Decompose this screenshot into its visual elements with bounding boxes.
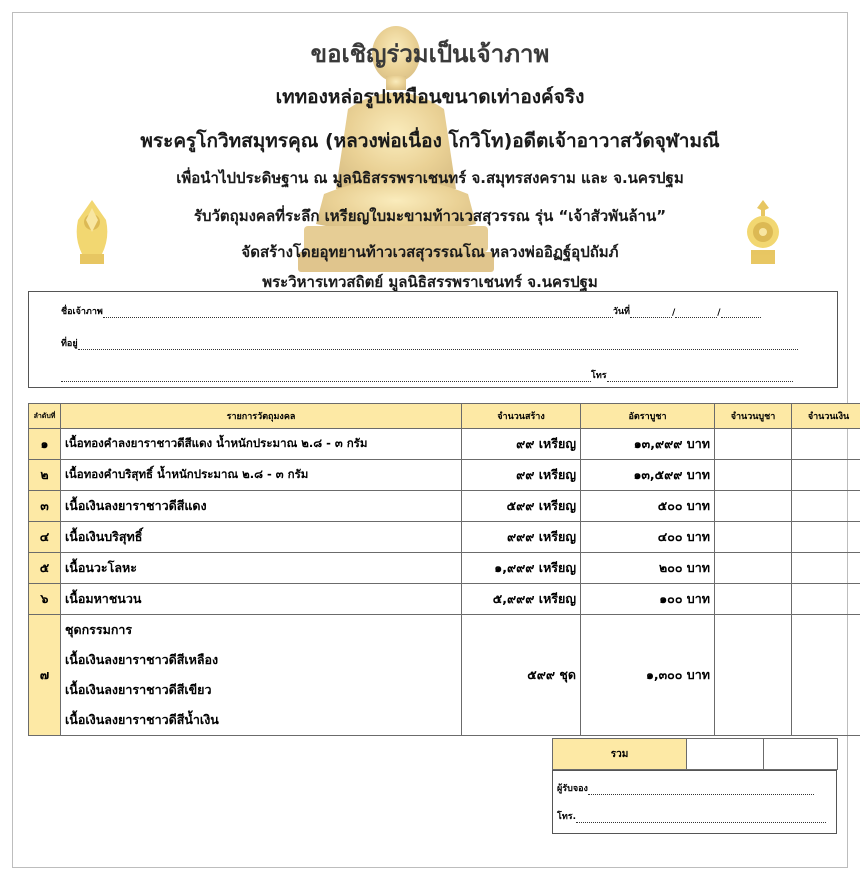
row-amount-cell[interactable]: [792, 553, 860, 584]
row-qty: ๙๙๙ เหรียญ: [462, 522, 581, 553]
row-amount-cell[interactable]: [792, 615, 860, 736]
row-rate: ๑๓,๙๙๙ บาท: [581, 429, 715, 460]
date-month-field[interactable]: [675, 308, 717, 318]
row-no: ๑: [29, 429, 61, 460]
row-amount-cell[interactable]: [792, 491, 860, 522]
table-row: [29, 460, 860, 491]
header-rate: อัตราบูชา: [581, 404, 715, 429]
date-label: วันที่: [612, 307, 630, 317]
header-amount: จำนวนเงิน: [792, 404, 860, 429]
address-row: [61, 336, 798, 350]
row-amount-cell[interactable]: [792, 429, 860, 460]
row-no: ๔: [29, 522, 61, 553]
set-line: เนื้อเงินลงยาราชาวดีสีน้ำเงิน: [65, 712, 219, 727]
table-row: [29, 584, 860, 615]
table-row: [29, 522, 860, 553]
address-label: ที่อยู่: [61, 339, 78, 349]
row-qty: ๙๙ เหรียญ: [462, 429, 581, 460]
row-amount-cell[interactable]: [792, 522, 860, 553]
row-qty: ๕๙๙ ชุด: [462, 615, 581, 736]
row-amount-cell[interactable]: [792, 460, 860, 491]
row-count-cell[interactable]: [715, 615, 792, 736]
total-label: รวม: [553, 739, 687, 770]
row-item: เนื้อนวะโลหะ: [61, 553, 462, 584]
phone-row: [61, 368, 793, 382]
phone-field[interactable]: [607, 372, 793, 382]
row-item-set: [61, 615, 462, 736]
row-count-cell[interactable]: [715, 584, 792, 615]
phone-label: โทร: [591, 371, 607, 381]
row-no: ๖: [29, 584, 61, 615]
row-no: ๓: [29, 491, 61, 522]
total-table: [552, 738, 838, 770]
subtitle-temple: พระวิหารเทวสถิตย์ มูลนิธิสรรพราเชนทร์ จ.นครปฐม: [262, 273, 598, 291]
host-info-form: [28, 291, 838, 388]
address-field[interactable]: [78, 340, 798, 350]
header-no: ลำดับที่: [29, 404, 61, 429]
title-invitation: ขอเชิญร่วมเป็นเจ้าภาพ: [310, 40, 550, 68]
set-line: เนื้อเงินลงยาราชาวดีสีเหลือง: [65, 652, 219, 667]
row-qty: ๕๙๙ เหรียญ: [462, 491, 581, 522]
row-rate: ๑,๓๐๐ บาท: [581, 615, 715, 736]
table-row-set: [29, 615, 860, 736]
row-count-cell[interactable]: [715, 491, 792, 522]
total-row: [553, 739, 838, 770]
row-no: ๕: [29, 553, 61, 584]
receiver-row: [557, 781, 814, 795]
row-rate: ๔๐๐ บาท: [581, 522, 715, 553]
row-qty: ๑,๙๙๙ เหรียญ: [462, 553, 581, 584]
row-item: เนื้อทองคำลงยาราชาวดีสีแดง น้ำหนักประมาณ ๒.๘ - ๓ กรัม: [61, 429, 462, 460]
row-qty: ๙๙ เหรียญ: [462, 460, 581, 491]
header-qty: จำนวนสร้าง: [462, 404, 581, 429]
receiver-field[interactable]: [588, 785, 814, 795]
title-casting: เททองหล่อรูปเหมือนขนาดเท่าองค์จริง: [275, 86, 585, 108]
row-amount-cell[interactable]: [792, 584, 860, 615]
table-row: [29, 553, 860, 584]
row-item: เนื้อเงินบริสุทธิ์: [61, 522, 462, 553]
title-monk-name: พระครูโกวิทสมุทรคุณ (หลวงพ่อเนื่อง โกวิโท)อดีตเจ้าอาวาสวัดจุฬามณี: [140, 130, 720, 152]
receiver-phone-label: โทร.: [557, 812, 577, 822]
row-count-cell[interactable]: [715, 553, 792, 584]
subtitle-organizer: จัดสร้างโดยอุทยานท้าวเวสสุวรรณโณ หลวงพ่ออิฏฐ์อุปถัมภ์: [241, 243, 619, 261]
row-qty: ๕,๙๙๙ เหรียญ: [462, 584, 581, 615]
total-amount-cell[interactable]: [764, 739, 838, 770]
header-item: รายการวัตถุมงคล: [61, 404, 462, 429]
row-item: เนื้อเงินลงยาราชาวดีสีแดง: [61, 491, 462, 522]
header-count: จำนวนบูชา: [715, 404, 792, 429]
row-item: เนื้อมหาชนวน: [61, 584, 462, 615]
row-count-cell[interactable]: [715, 429, 792, 460]
row-rate: ๒๐๐ บาท: [581, 553, 715, 584]
subtitle-location: เพื่อนำไปประดิษฐาน ณ มูลนิธิสรรพราเชนทร์ จ.สมุทรสงคราม และ จ.นครปฐม: [176, 169, 684, 187]
row-no: ๒: [29, 460, 61, 491]
host-name-field[interactable]: [103, 308, 613, 318]
receiver-label: ผู้รับจอง: [557, 784, 588, 794]
host-name-row: ชื่อเจ้าภาพ วันที่ / /: [61, 304, 761, 318]
address-field-2[interactable]: [61, 372, 591, 382]
amulet-order-table: [28, 403, 860, 736]
date-year-field[interactable]: [721, 308, 761, 318]
subtitle-amulet: รับวัตถุมงคลที่ระลึก เหรียญใบมะขามท้าวเวสสุวรรณ รุ่น “เจ้าสัวพันล้าน”: [193, 207, 667, 225]
receiver-phone-row: [557, 809, 826, 823]
row-rate: ๑๓,๕๙๙ บาท: [581, 460, 715, 491]
set-line: เนื้อเงินลงยาราชาวดีสีเขียว: [65, 682, 212, 697]
table-row: [29, 429, 860, 460]
row-item: เนื้อทองคำบริสุทธิ์ น้ำหนักประมาณ ๒.๘ - ๓ กรัม: [61, 460, 462, 491]
table-row: [29, 491, 860, 522]
row-no: ๗: [29, 615, 61, 736]
row-count-cell[interactable]: [715, 522, 792, 553]
receiver-phone-field[interactable]: [576, 813, 826, 823]
receiver-box: [552, 770, 837, 834]
date-day-field[interactable]: [630, 308, 672, 318]
table-header-row: [29, 404, 860, 429]
host-name-label: ชื่อเจ้าภาพ: [61, 307, 103, 317]
row-rate: ๑๐๐ บาท: [581, 584, 715, 615]
row-count-cell[interactable]: [715, 460, 792, 491]
total-count-cell[interactable]: [687, 739, 764, 770]
row-rate: ๕๐๐ บาท: [581, 491, 715, 522]
set-title: ชุดกรรมการ: [65, 622, 133, 637]
